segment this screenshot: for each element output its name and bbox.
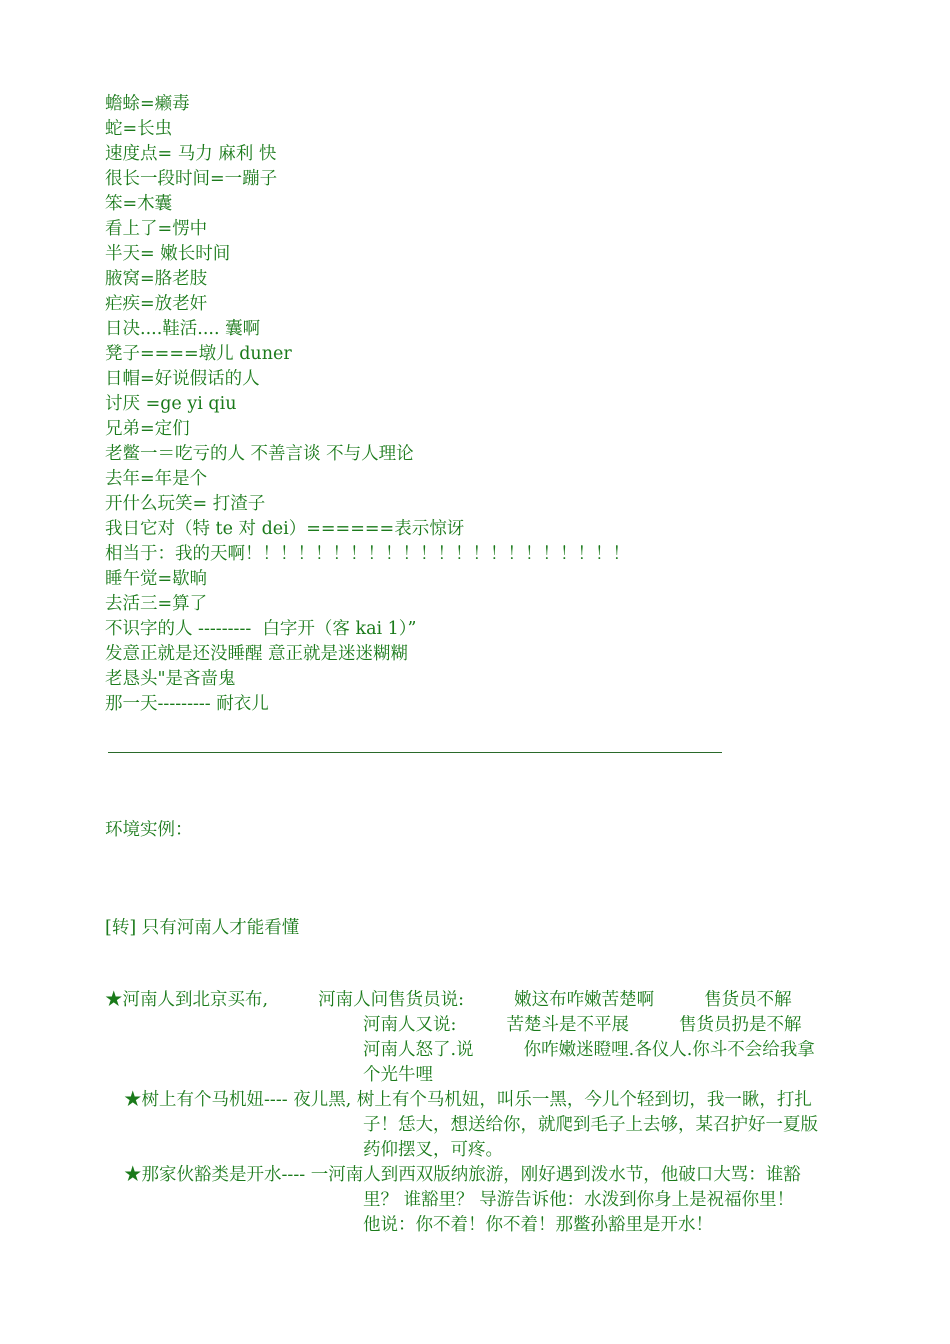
story-1-continuation: 河南人怒了.说 你咋嫩迷瞪哩.各仪人.你斗不会给我拿 [363, 1040, 815, 1060]
vocab-line: 去活三=算了 [105, 594, 208, 614]
vocab-line: 半天= 嫩长时间 [105, 244, 231, 264]
story-3-continuation: 里？ 谁豁里？ 导游告诉他：水泼到你身上是祝福你里！ [363, 1190, 795, 1210]
vocab-line: 日决....鞋活.... 囊啊 [105, 319, 261, 339]
vocab-line: 老恳头"是吝啬鬼 [105, 669, 236, 689]
vocab-line: 腋窝=胳老肢 [105, 269, 208, 289]
vocab-line: 睡午觉=歇晌 [105, 569, 208, 589]
vocab-line: 不识字的人 --------- 白字开（客 kai 1）” [105, 619, 417, 639]
dialect-vocabulary-list [105, 92, 865, 717]
story-1-continuation: 河南人又说: 苦楚斗是不平展 售货员扔是不解 [363, 1015, 802, 1035]
vocab-line: 相当于：我的天啊！！！！！！！！！！！！！！！！！！！！！！ [105, 544, 630, 564]
vocab-line: 日帽=好说假话的人 [105, 369, 260, 389]
vocab-line: 疟疾=放老奸 [105, 294, 208, 314]
vocab-line: 兄弟=定们 [105, 419, 190, 439]
vocab-line: 开什么玩笑= 打渣子 [105, 494, 266, 514]
vocab-line: 笨=木囊 [105, 194, 173, 214]
vocab-line: 去年=年是个 [105, 469, 208, 489]
story-3-continuation: 他说：你不着！你不着！那鳖孙豁里是开水！ [363, 1215, 713, 1235]
vocab-line: 看上了=愣中 [105, 219, 208, 239]
story-1-continuation: 个光牛哩 [363, 1065, 433, 1085]
repost-title: [转] 只有河南人才能看懂 [105, 918, 300, 938]
horizontal-divider [108, 752, 722, 753]
vocab-line: 那一天--------- 耐衣儿 [105, 694, 269, 714]
story-2-lead: ★树上有个马机妞---- 夜儿黑, 树上有个马机妞，叫乐一黑，今儿个轻到切，我一瞅，打扎 [124, 1090, 812, 1110]
story-3-lead: ★那家伙豁类是开水---- 一河南人到西双版纳旅游，刚好遇到泼水节，他破口大骂：谁豁 [124, 1165, 801, 1185]
vocab-line: 速度点= 马力 麻利 快 [105, 144, 277, 164]
vocab-line: 很长一段时间=一蹦子 [105, 169, 278, 189]
vocab-line: 蟾蜍=癞毒 [105, 94, 190, 114]
section-label: 环境实例： [105, 820, 193, 840]
vocab-line: 老鳖一＝吃亏的人 不善言谈 不与人理论 [105, 444, 414, 464]
story-2-continuation: 药仰摆叉，可疼。 [363, 1140, 503, 1160]
vocab-line: 我日它对（特 te 对 dei）======表示惊讶 [105, 519, 465, 539]
vocab-line: 讨厌 =ge yi qiu [105, 394, 237, 414]
story-2-continuation: 子！恁大，想送给你，就爬到毛子上去够，某召护好一夏版 [363, 1115, 818, 1135]
vocab-line: 凳子====墩儿 duner [105, 344, 292, 364]
vocab-line: 蛇=长虫 [105, 119, 173, 139]
vocab-line: 发意正就是还没睡醒 意正就是迷迷糊糊 [105, 644, 409, 664]
story-1-lead: ★河南人到北京买布, 河南人问售货员说: 嫩这布咋嫩苦楚啊 售货员不解 [105, 990, 792, 1010]
